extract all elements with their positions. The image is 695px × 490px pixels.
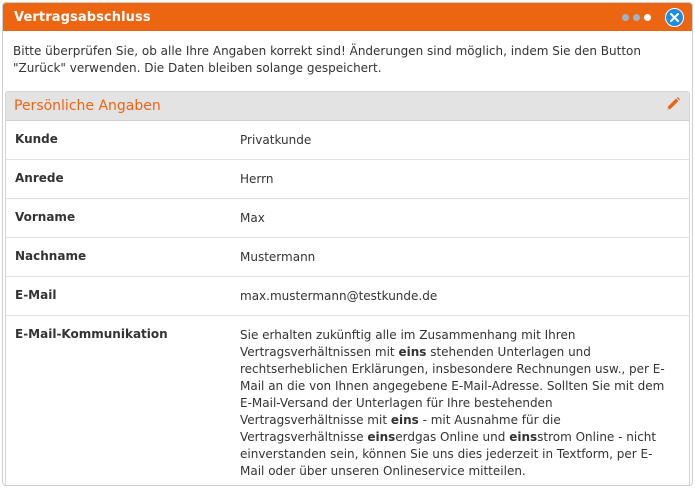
title-controls — [622, 8, 684, 27]
title-bar — [3, 3, 692, 31]
row-label: Anrede — [15, 171, 64, 185]
brand-eins: eins — [509, 430, 538, 444]
row-nachname — [6, 238, 689, 277]
brand-eins: eins — [367, 430, 396, 444]
communication-text-part: Sie erhalten zukünftig alle im Zusammenhang mit Ihren Vertragsverhältnissen mit — [240, 328, 576, 359]
brand-eins: eins — [398, 345, 427, 359]
row-anrede — [6, 160, 689, 199]
communication-text-part: stehenden Unterlagen und rechtserheblichen Erklärungen, insbesondere Rechnungen usw., per E-Mail an die von Ihnen angegebene E-Mail-Adresse. Sollten Sie mit dem E-Mail-Versand der Unterlagen für Ihre bestehenden Vertragsverhältnisse mit — [240, 345, 665, 427]
step-indicator — [622, 14, 651, 21]
communication-text-part: erdgas Online und — [395, 430, 510, 444]
panel-title: Persönliche Angaben — [14, 98, 161, 114]
panel-header — [6, 92, 689, 121]
personal-data-panel — [5, 91, 690, 486]
row-label: E-Mail — [15, 288, 57, 302]
intro-text: Bitte überprüfen Sie, ob alle Ihre Angaben korrekt sind! Änderungen sind möglich, indem Sie den Button "Zurück" verwenden. Die Daten bleiben solange gespeichert. — [13, 44, 641, 75]
dialog-title: Vertragsabschluss — [14, 9, 151, 25]
row-value: Max — [240, 211, 265, 225]
communication-text-part: - mit Ausnahme für die Vertragsverhältnisse — [240, 413, 561, 444]
brand-eins: eins — [390, 413, 419, 427]
row-email — [6, 277, 689, 316]
step-dot — [622, 14, 629, 21]
pencil-icon[interactable] — [665, 96, 681, 116]
row-kunde — [6, 121, 689, 160]
row-label: Nachname — [15, 249, 87, 263]
close-icon — [670, 13, 679, 22]
communication-text — [240, 327, 689, 486]
close-button[interactable] — [665, 8, 684, 27]
row-label: Vorname — [15, 210, 76, 224]
row-value: Herrn — [240, 172, 274, 186]
row-vorname — [6, 199, 689, 238]
row-value: Privatkunde — [240, 133, 312, 147]
step-dot — [633, 14, 640, 21]
dialog-window — [2, 2, 693, 486]
row-value: Mustermann — [240, 250, 316, 264]
communication-text-part: strom Online - nicht einverstanden sein, können Sie uns dies jederzeit in Textform, per E-Mail oder über unseren Onlineservice mitteilen. — [240, 430, 657, 478]
row-label: Kunde — [15, 132, 58, 146]
row-email-kommunikation — [6, 316, 689, 486]
step-dot-active — [644, 14, 651, 21]
row-label: E-Mail-Kommunikation — [15, 327, 168, 341]
row-value: max.mustermann@testkunde.de — [240, 289, 438, 303]
